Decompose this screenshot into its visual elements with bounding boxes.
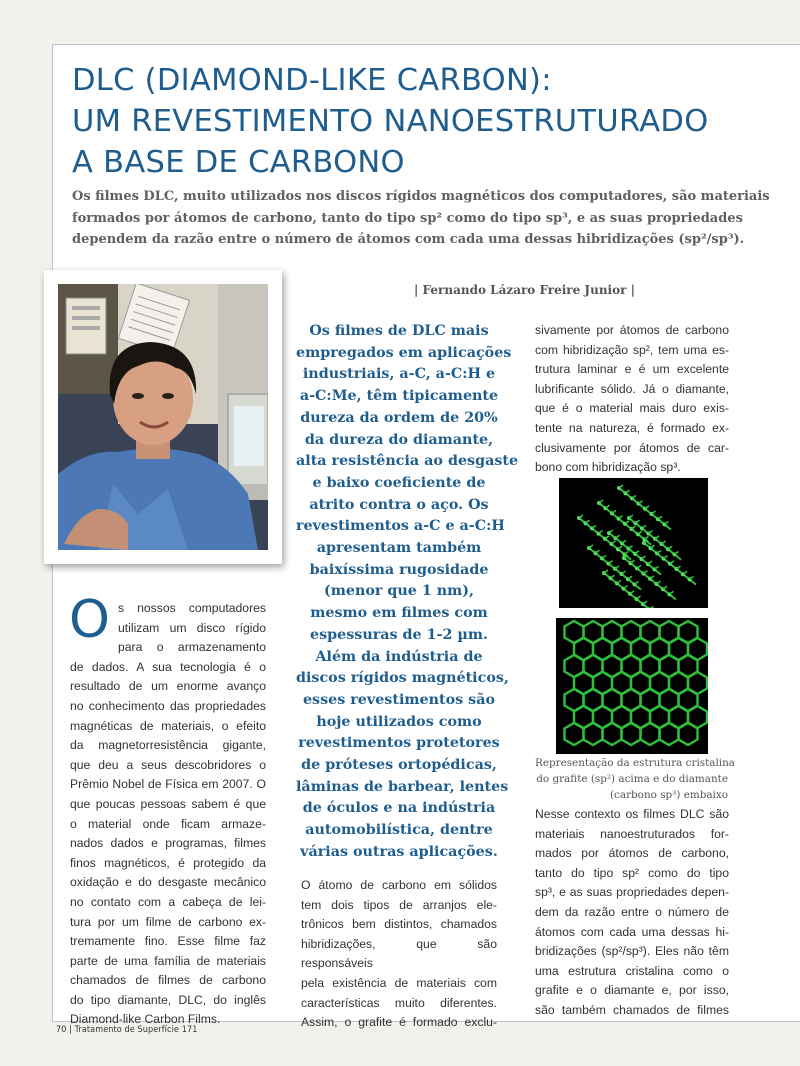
body-line: finos magnéticos, é protegido da [70,855,266,870]
graphite-structure-figure [559,478,708,608]
author-byline: | Fernando Lázaro Freire Junior | [414,283,635,297]
lead-line: Os filmes DLC, muito utilizados nos discos rígidos magnéticos dos computadores, são materiais [72,189,770,204]
body-line: com hibridização sp², tem uma es- [535,342,729,357]
body-column-3-bottom [535,805,729,1021]
body-line: que poucas pessoas sabem é que [70,796,266,811]
pull-quote-line: discos rígidos magnéticos, [296,670,509,687]
pull-quote-line: dureza da ordem de 20% [300,409,498,426]
body-line: no conhecimento das propriedades [70,698,266,713]
body-line: O átomo de carbono em sólidos [301,878,497,892]
pull-quote-line: lâminas de barbear, lentes [296,778,509,795]
body-line: que é o material mais duro exis- [535,401,729,416]
body-line: resultado de um enorme avanço [70,679,266,694]
title-line: UM REVESTIMENTO NANOESTRUTURADO [72,104,709,139]
body-line: o material onde ficam armaze- [70,816,266,831]
body-line: da magnetorresistência gigante, [70,738,266,753]
lead-line: formados por átomos de carbono, tanto do tipo sp² como do tipo sp³, e as suas propriedades [72,210,743,226]
body-line: que deu a seus descobridores o [70,757,266,772]
body-line: tremamente fino. Esse filme faz [70,934,266,949]
body-line: sivamente por átomos de carbono [535,323,729,337]
body-line: hibridizações, que são responsáveis [301,936,497,971]
pull-quote-line: empregados em aplicações [296,344,512,361]
pull-quote-line: industriais, a-C, a-C:H e [302,366,496,383]
pull-quote-line: (menor que 1 nm), [323,583,475,600]
body-line: Nesse contexto os filmes DLC são [535,807,729,821]
pull-quote-line: revestimentos a-C e a-C:H [296,518,505,535]
pull-quote-line: a-C:Me, têm tipicamente [299,388,499,405]
pull-quote-line: esses revestimentos são [302,691,496,708]
body-line: Diamond-like Carbon Films. [70,1012,221,1027]
pull-quote-line: de próteses ortopédicas, [301,757,497,774]
body-line: características muito diferentes. [301,995,497,1010]
body-column-3-top [535,321,729,478]
pull-quote-line: várias outras aplicações. [300,843,498,860]
body-line: bridizações (sp²/sp³). Eles não têm [535,944,729,959]
pull-quote-line: apresentam também [316,540,482,557]
pull-quote-line: de óculos e na indústria [302,800,496,817]
body-line: trônicos bem distintos, chamados [301,917,497,932]
body-line: magnéticas de materiais, o efeito [70,718,266,733]
author-photo [58,284,268,550]
body-line: para o armazenamento [118,640,266,655]
body-line: pela existência de materiais com [301,975,497,990]
diamond-structure-figure [556,618,708,754]
body-line: são também chamados de filmes [535,1002,729,1017]
caption-line: (carbono sp³) embaixo [610,789,728,801]
pull-quote-line: baixíssima rugosidade [309,561,489,578]
body-line: s nossos computadores [118,601,266,615]
caption-line: Representação da estrutura cristalina [535,757,735,769]
body-line: parte de uma família de materiais [70,953,266,968]
author-photo-illustration [58,284,268,550]
lead-line: dependem da razão entre o número de átomos com cada uma dessas hibridizações (sp²/sp³). [72,232,745,247]
caption-line: do grafite (sp²) acima e do diamante [536,773,728,785]
pull-quote-line: Além da indústria de [315,648,483,665]
pull-quote-line: espessuras de 1-2 µm. [310,626,488,643]
body-line: tura por um filme de carbono ex- [70,914,266,929]
pull-quote-line: atrito contra o aço. Os [309,496,489,513]
body-line: uma estrutura cristalina como o [535,963,729,978]
figure-caption [535,755,735,803]
drop-cap: O [69,590,110,650]
body-line: sp³, e as suas propriedades depen- [535,885,729,900]
body-line: do tipo diamante, DLC, do inglês [70,992,266,1007]
body-line: tente na natureza, é formado ex- [535,420,729,435]
body-line: nados dados e programas, filmes [70,836,266,851]
body-line: trutura laminar e é um excelente [535,362,729,377]
pull-quote-line: e baixo coeficiente de [312,474,486,491]
body-line: dem da razão entre o número de [535,904,729,919]
pull-quote-line: automobilística, dentre [305,822,493,839]
body-line: átomos com cada uma dessas hi- [535,924,729,939]
page-footer: 70 | Tratamento de Superfície 171 [56,1025,198,1035]
body-column-1 [70,599,266,1030]
body-line: grafite e o diamante e, por isso, [535,983,729,998]
body-column-2 [301,876,497,1033]
article-title [72,60,772,183]
pull-quote-line: Os filmes de DLC mais [309,323,489,339]
body-line: de dados. A sua tecnologia é o [70,659,266,674]
body-line: mados por átomos de carbono, [535,846,729,861]
body-line: tem dois tipos de arranjos ele- [301,897,497,912]
body-line: chamados de filmes de carbono [70,973,266,988]
pull-quote [296,321,519,864]
body-line: Assim, o grafite é formado exclu- [301,1015,497,1030]
title-line: A BASE DE CARBONO [72,145,405,180]
diamond-lattice [556,618,708,754]
pull-quote-line: alta resistência ao desgaste [296,453,519,470]
body-line: Prêmio Nobel de Física em 2007. O [70,777,266,792]
lead-paragraph [72,186,772,251]
body-line: bono com hibridização sp³. [535,460,681,475]
title-line: DLC (DIAMOND-LIKE CARBON): [72,63,552,98]
body-line: materiais nanoestruturados for- [535,826,729,841]
pull-quote-line: mesmo em filmes com [310,605,488,622]
body-line: no contato com a cabeça de lei- [70,894,266,909]
pull-quote-line: hoje utilizados como [316,713,482,730]
body-line: oxidação e do desgaste mecânico [70,875,266,890]
body-line: lubrificante sólido. Já o diamante, [535,381,729,396]
graphite-lattice [559,478,708,608]
body-line: utilizam um disco rígido [118,620,266,635]
pull-quote-line: da dureza do diamante, [304,431,494,448]
body-line: tanto do tipo sp² como do tipo [535,865,729,880]
body-line: clusivamente por átomos de car- [535,440,729,455]
author-photo-frame [44,270,282,564]
pull-quote-line: revestimentos protetores [298,735,500,752]
